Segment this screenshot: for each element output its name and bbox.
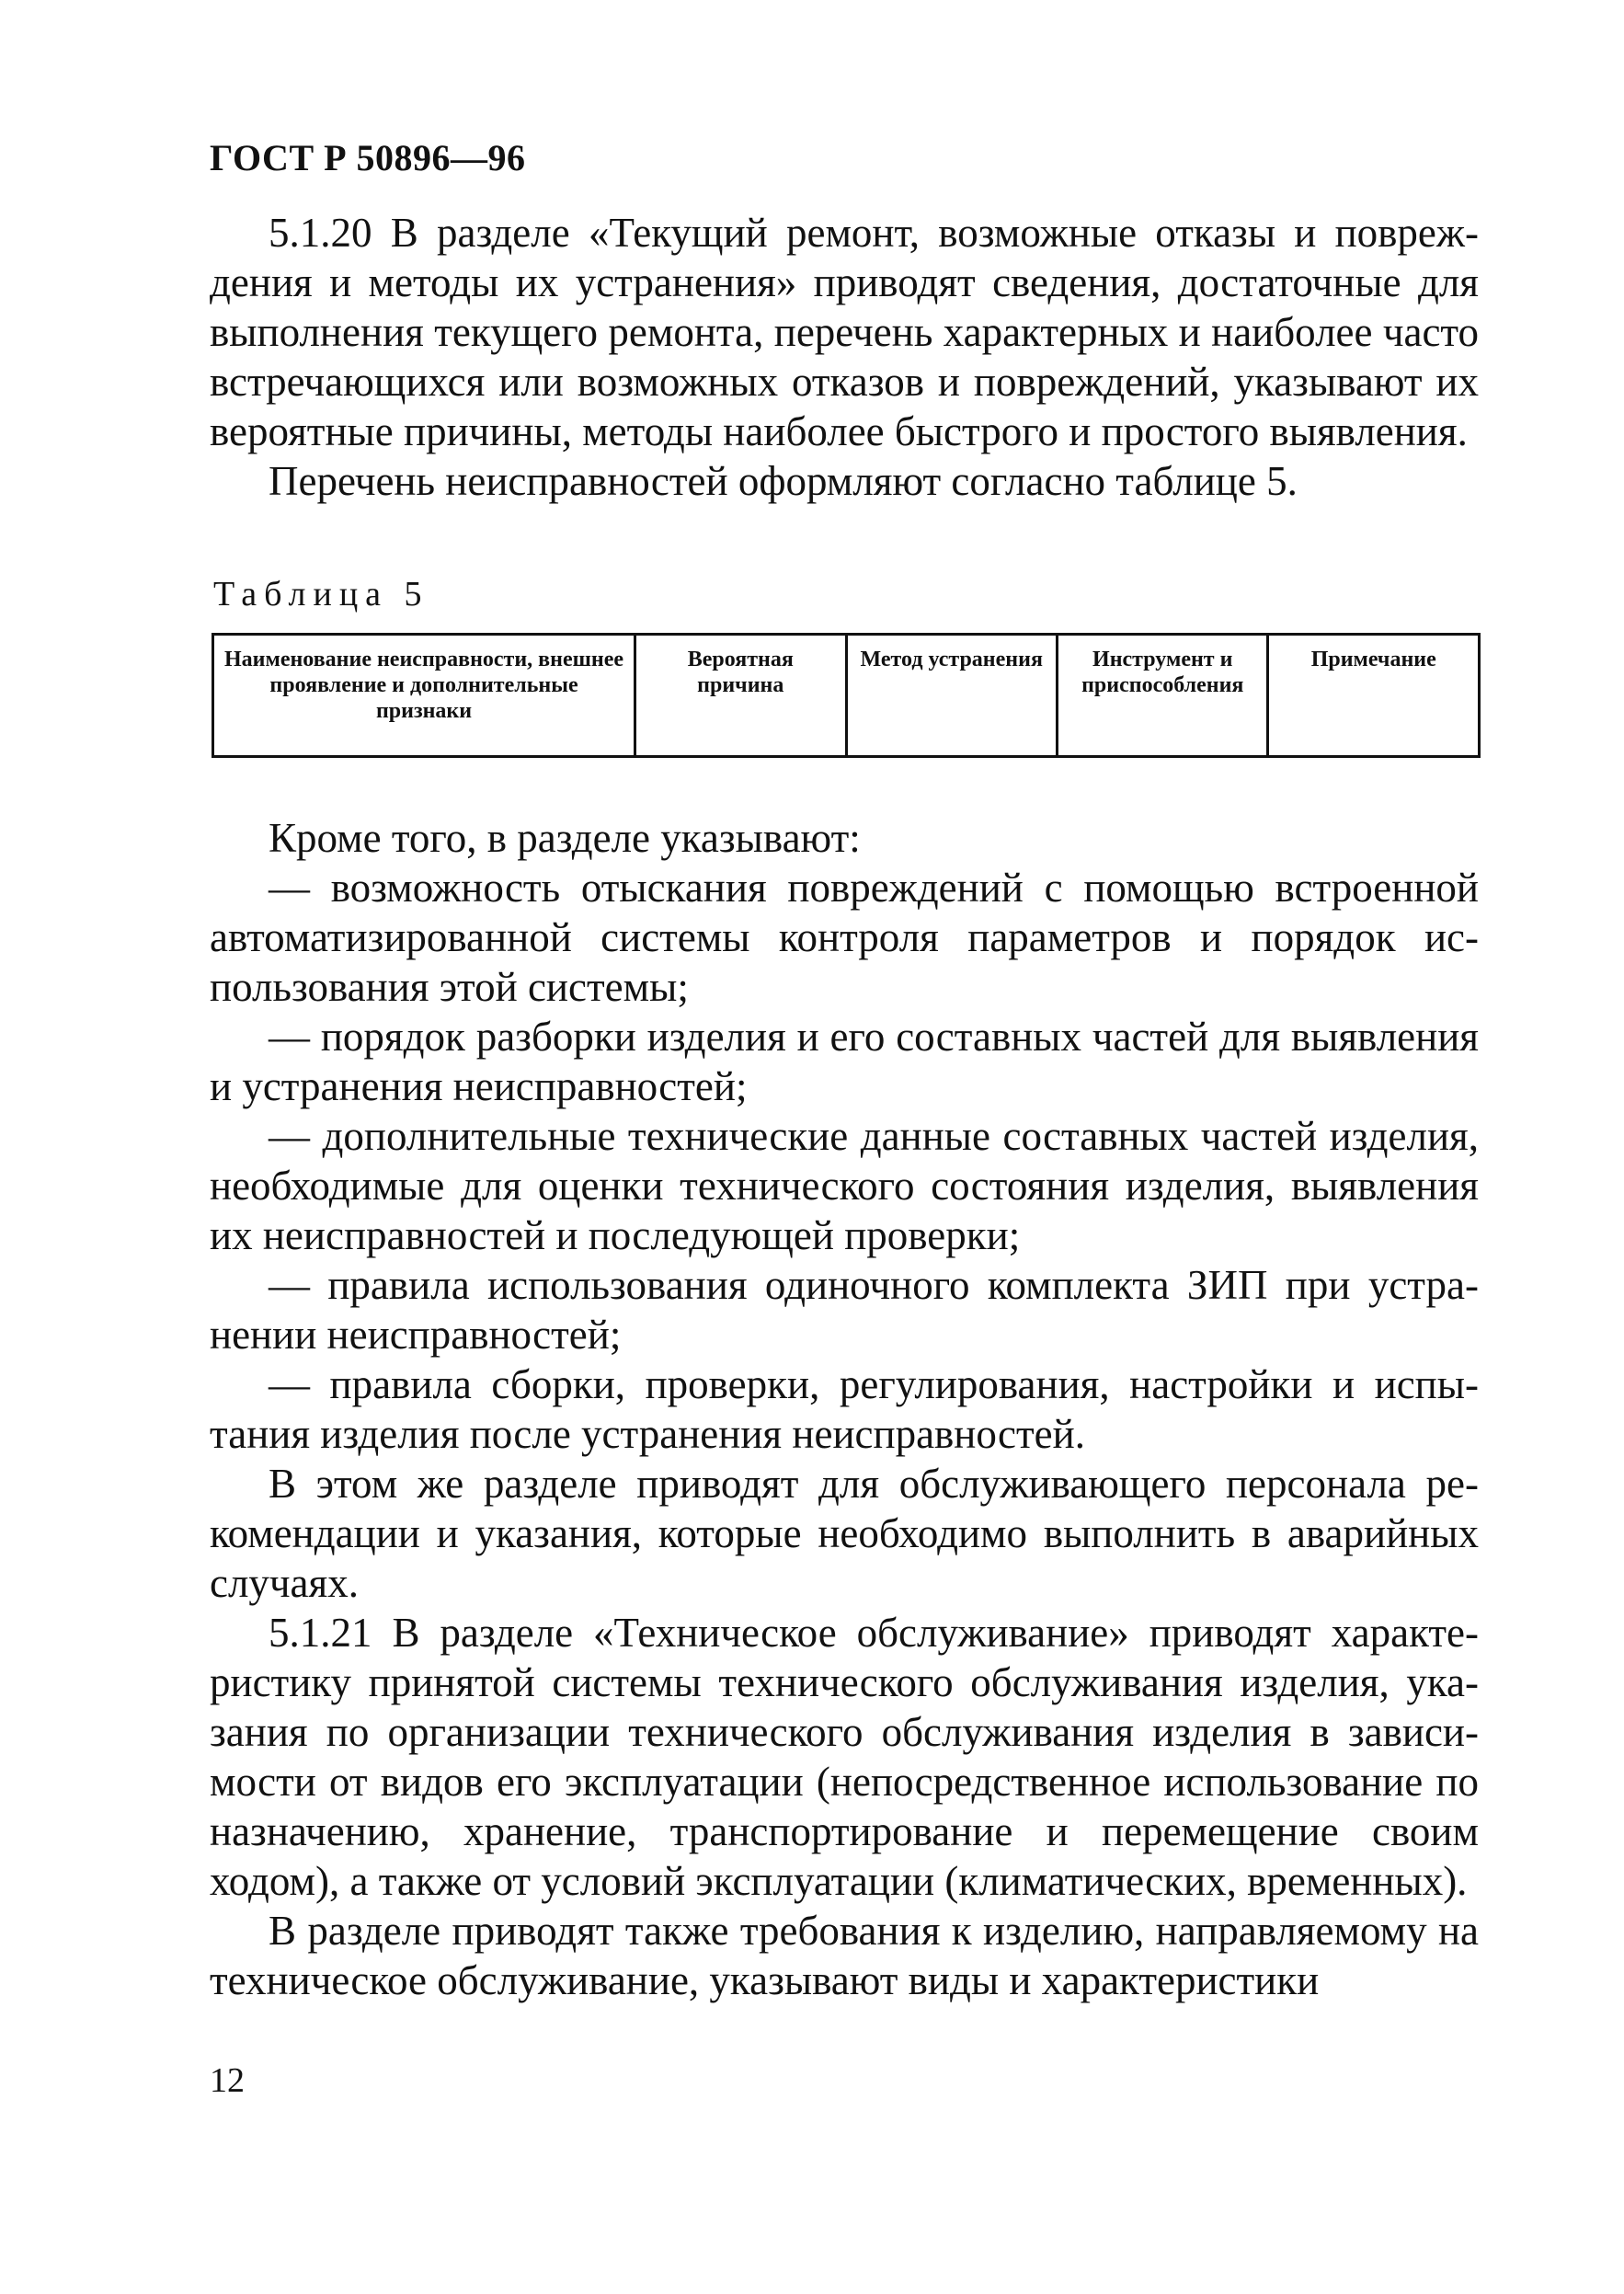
section-continuation: [210, 813, 1479, 2005]
paragraph: Перечень неисправностей оформляют согласно таблице 5.: [269, 458, 1298, 504]
paragraph: В этом же разделе приводят для обслуживающего персонала рекомендации и указания, которые необходимо выполнить в аварийных случаях.: [210, 1461, 1479, 1606]
list-item: — порядок разборки изделия и его составных частей для выявления и устранения неисправностей;: [210, 1014, 1479, 1109]
column-header-probable-cause: Вероятная причина: [635, 635, 846, 757]
list-item: — правила использования одиночного комплекта ЗИП при устранении неисправностей;: [210, 1262, 1479, 1358]
column-header-note: Примечание: [1268, 635, 1480, 757]
paragraph: 5.1.21 В разделе «Техническое обслуживание» приводят характеристику принятой системы технического обслуживания изделия, указания по организации технического обслуживания изделия в зависимости от видов его эксплуатации (непосредственное использование по назначению, хранение, транспортирование и перемещение своим ходом), а также от условий эксплуатации (климатических, временных).: [210, 1610, 1479, 1904]
page-number: 12: [210, 2061, 245, 2100]
column-header-fix-method: Метод устранения: [846, 635, 1057, 757]
list-item: — дополнительные технические данные составных частей изделия, необходимые для оценки технического состояния изделия, выявления их неисправностей и последующей проверки;: [210, 1113, 1479, 1258]
standard-code: ГОСТ Р 50896—96: [210, 137, 526, 178]
fault-table: [212, 633, 1481, 758]
paragraph: 5.1.20 В разделе «Текущий ремонт, возможные отказы и повреждения и методы их устранения» приводят сведения, достаточные для выполнения текущего ремонта, перечень характерных и наиболее часто встречающихся или возможных отказов и повреждений, указывают их вероятные причины, методы наиболее быстрого и простого выявления.: [210, 210, 1479, 454]
paragraph: Кроме того, в разделе указывают:: [269, 815, 861, 861]
table-header-row: [213, 635, 1480, 757]
table-caption: Таблица 5: [213, 575, 429, 614]
list-item: — возможность отыскания повреждений с помощью встроенной автоматизированной системы контроля параметров и порядок использования этой системы;: [210, 865, 1479, 1010]
section-5-1-20: [210, 208, 1479, 506]
column-header-tools: Инструмент и приспособления: [1057, 635, 1267, 757]
paragraph: В разделе приводят также требования к изделию, направляемому на техническое обслуживание, указывают виды и характеристики: [210, 1908, 1479, 2003]
table-5: [212, 633, 1481, 758]
list-item: — правила сборки, проверки, регулирования, настройки и испытания изделия после устранения неисправностей.: [210, 1361, 1479, 1457]
column-header-fault-name: Наименование неисправности, внешнее проявление и дополнительные признаки: [213, 635, 635, 757]
